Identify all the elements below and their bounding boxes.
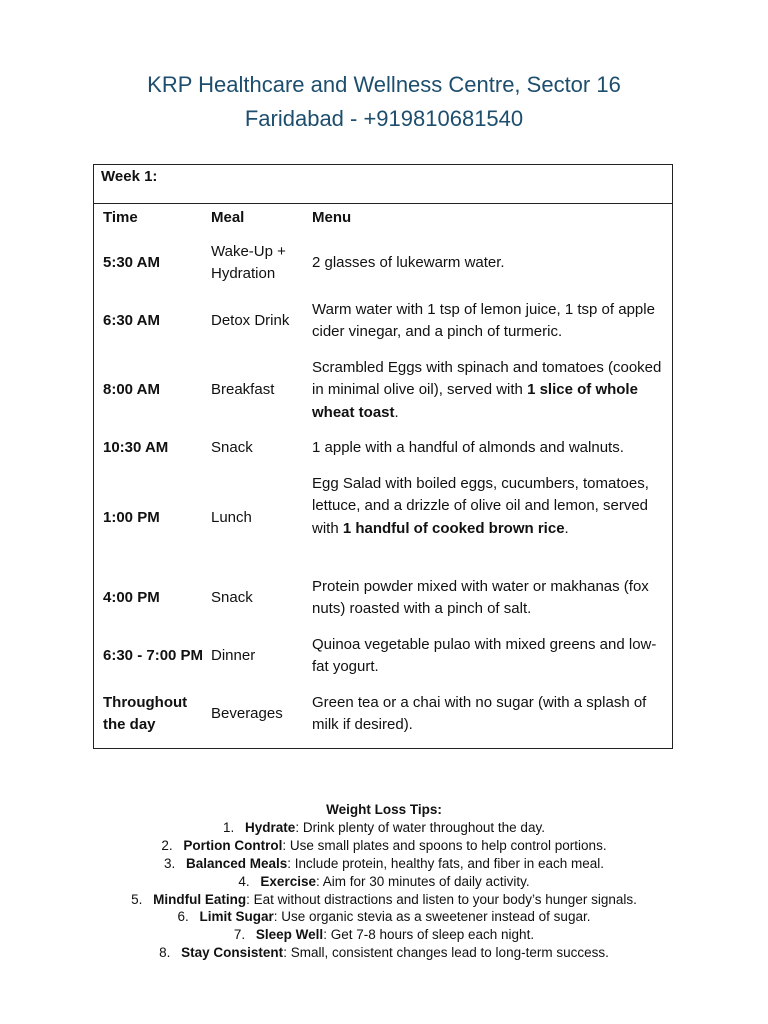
row-time: 5:30 AM <box>103 254 160 271</box>
row-meal: Snack <box>211 439 253 456</box>
menu-text: Scrambled Eggs with spinach and tomatoes (cooked in minimal olive oil), served with <box>312 359 662 399</box>
row-meal: Lunch <box>211 509 252 526</box>
tip-text: : Get 7-8 hours of sleep each night. <box>323 927 535 943</box>
tips-title: Weight Loss Tips: <box>326 802 442 817</box>
menu-text: Green tea or a chai with no sugar (with a splash of milk if desired). <box>312 694 647 734</box>
tip-text: : Include protein, healthy fats, and fiber in each meal. <box>287 855 604 871</box>
tip-number: 7. <box>233 927 246 943</box>
tip-text: : Small, consistent changes lead to long-term success. <box>283 945 609 961</box>
column-header-time: Time <box>103 209 138 226</box>
row-time: 6:30 - 7:00 PM <box>103 647 204 664</box>
tip-keyword: Balanced Meals <box>186 855 288 871</box>
tip-number: 2. <box>161 837 173 853</box>
tips-list <box>0 819 768 962</box>
menu-text: Protein powder mixed with water or makhanas (fox nuts) roasted with a pinch of salt. <box>312 578 649 618</box>
tip-number: 8. <box>159 945 171 961</box>
row-menu <box>312 473 664 540</box>
row-meal: Breakfast <box>211 381 275 398</box>
row-time: 10:30 AM <box>103 439 169 456</box>
menu-highlight: 1 handful of cooked brown rice <box>342 519 565 537</box>
row-menu <box>312 437 664 459</box>
row-menu <box>312 299 664 344</box>
diet-plan-table <box>93 164 673 749</box>
menu-text: . <box>564 519 569 537</box>
tip-item <box>0 873 768 891</box>
row-meal: Dinner <box>211 647 256 664</box>
clinic-name: KRP Healthcare and Wellness Centre, Sector 16 <box>147 72 621 97</box>
menu-text: Quinoa vegetable pulao with mixed greens and low-fat yogurt. <box>312 636 657 676</box>
row-time: 8:00 AM <box>103 381 160 398</box>
row-time: 6:30 AM <box>103 312 160 329</box>
tip-text: : Use organic stevia as a sweetener instead of sugar. <box>273 909 591 925</box>
row-meal: Beverages <box>211 705 283 722</box>
tip-keyword: Sleep Well <box>255 927 324 943</box>
tip-item <box>0 891 768 909</box>
tip-keyword: Portion Control <box>183 837 283 853</box>
tip-number: 6. <box>177 909 189 925</box>
row-meal: Detox Drink <box>211 312 290 329</box>
row-menu <box>312 252 664 274</box>
tip-number: 4. <box>238 873 250 889</box>
tip-item <box>0 926 768 944</box>
tip-number: 5. <box>131 891 143 907</box>
row-menu <box>312 692 664 737</box>
tip-keyword: Hydrate <box>245 819 296 835</box>
tip-number: 3. <box>164 855 176 871</box>
tip-item <box>0 819 768 837</box>
tip-item <box>0 908 768 926</box>
tip-keyword: Limit Sugar <box>199 909 274 925</box>
row-menu <box>312 357 664 424</box>
clinic-location-phone: Faridabad - +919810681540 <box>244 106 524 131</box>
tip-number: 1. <box>223 819 235 835</box>
week-label: Week 1: <box>94 165 672 204</box>
weight-loss-tips <box>0 801 768 962</box>
column-header-meal: Meal <box>211 209 245 226</box>
tip-keyword: Exercise <box>260 873 316 889</box>
row-time: 1:00 PM <box>103 509 160 526</box>
menu-text: 2 glasses of lukewarm water. <box>312 254 505 271</box>
row-time: Throughout the day <box>103 694 188 734</box>
row-time: 4:00 PM <box>103 589 160 606</box>
menu-text: 1 apple with a handful of almonds and walnuts. <box>312 439 624 456</box>
tip-text: : Drink plenty of water throughout the day. <box>295 819 545 835</box>
tip-item <box>0 944 768 962</box>
clinic-header <box>0 68 768 136</box>
tip-keyword: Mindful Eating <box>153 891 247 907</box>
menu-highlight: 1 slice of whole wheat toast <box>312 381 638 421</box>
menu-text: Warm water with 1 tsp of lemon juice, 1 tsp of apple cider vinegar, and a pinch of turmeric. <box>312 301 655 341</box>
tip-item <box>0 837 768 855</box>
row-menu <box>312 576 664 621</box>
tip-keyword: Stay Consistent <box>181 945 284 961</box>
tip-text: : Aim for 30 minutes of daily activity. <box>315 873 530 889</box>
menu-text: Egg Salad with boiled eggs, cucumbers, tomatoes, lettuce, and a drizzle of olive oil and lemon, served with <box>312 475 649 537</box>
row-menu <box>312 634 664 679</box>
tip-text: : Use small plates and spoons to help control portions. <box>282 837 607 853</box>
row-meal: Snack <box>211 589 253 606</box>
column-header-menu: Menu <box>312 209 352 226</box>
menu-text: . <box>394 403 399 421</box>
row-meal: Wake-Up + Hydration <box>211 243 286 283</box>
tip-item <box>0 855 768 873</box>
tip-text: : Eat without distractions and listen to your body’s hunger signals. <box>246 891 637 907</box>
